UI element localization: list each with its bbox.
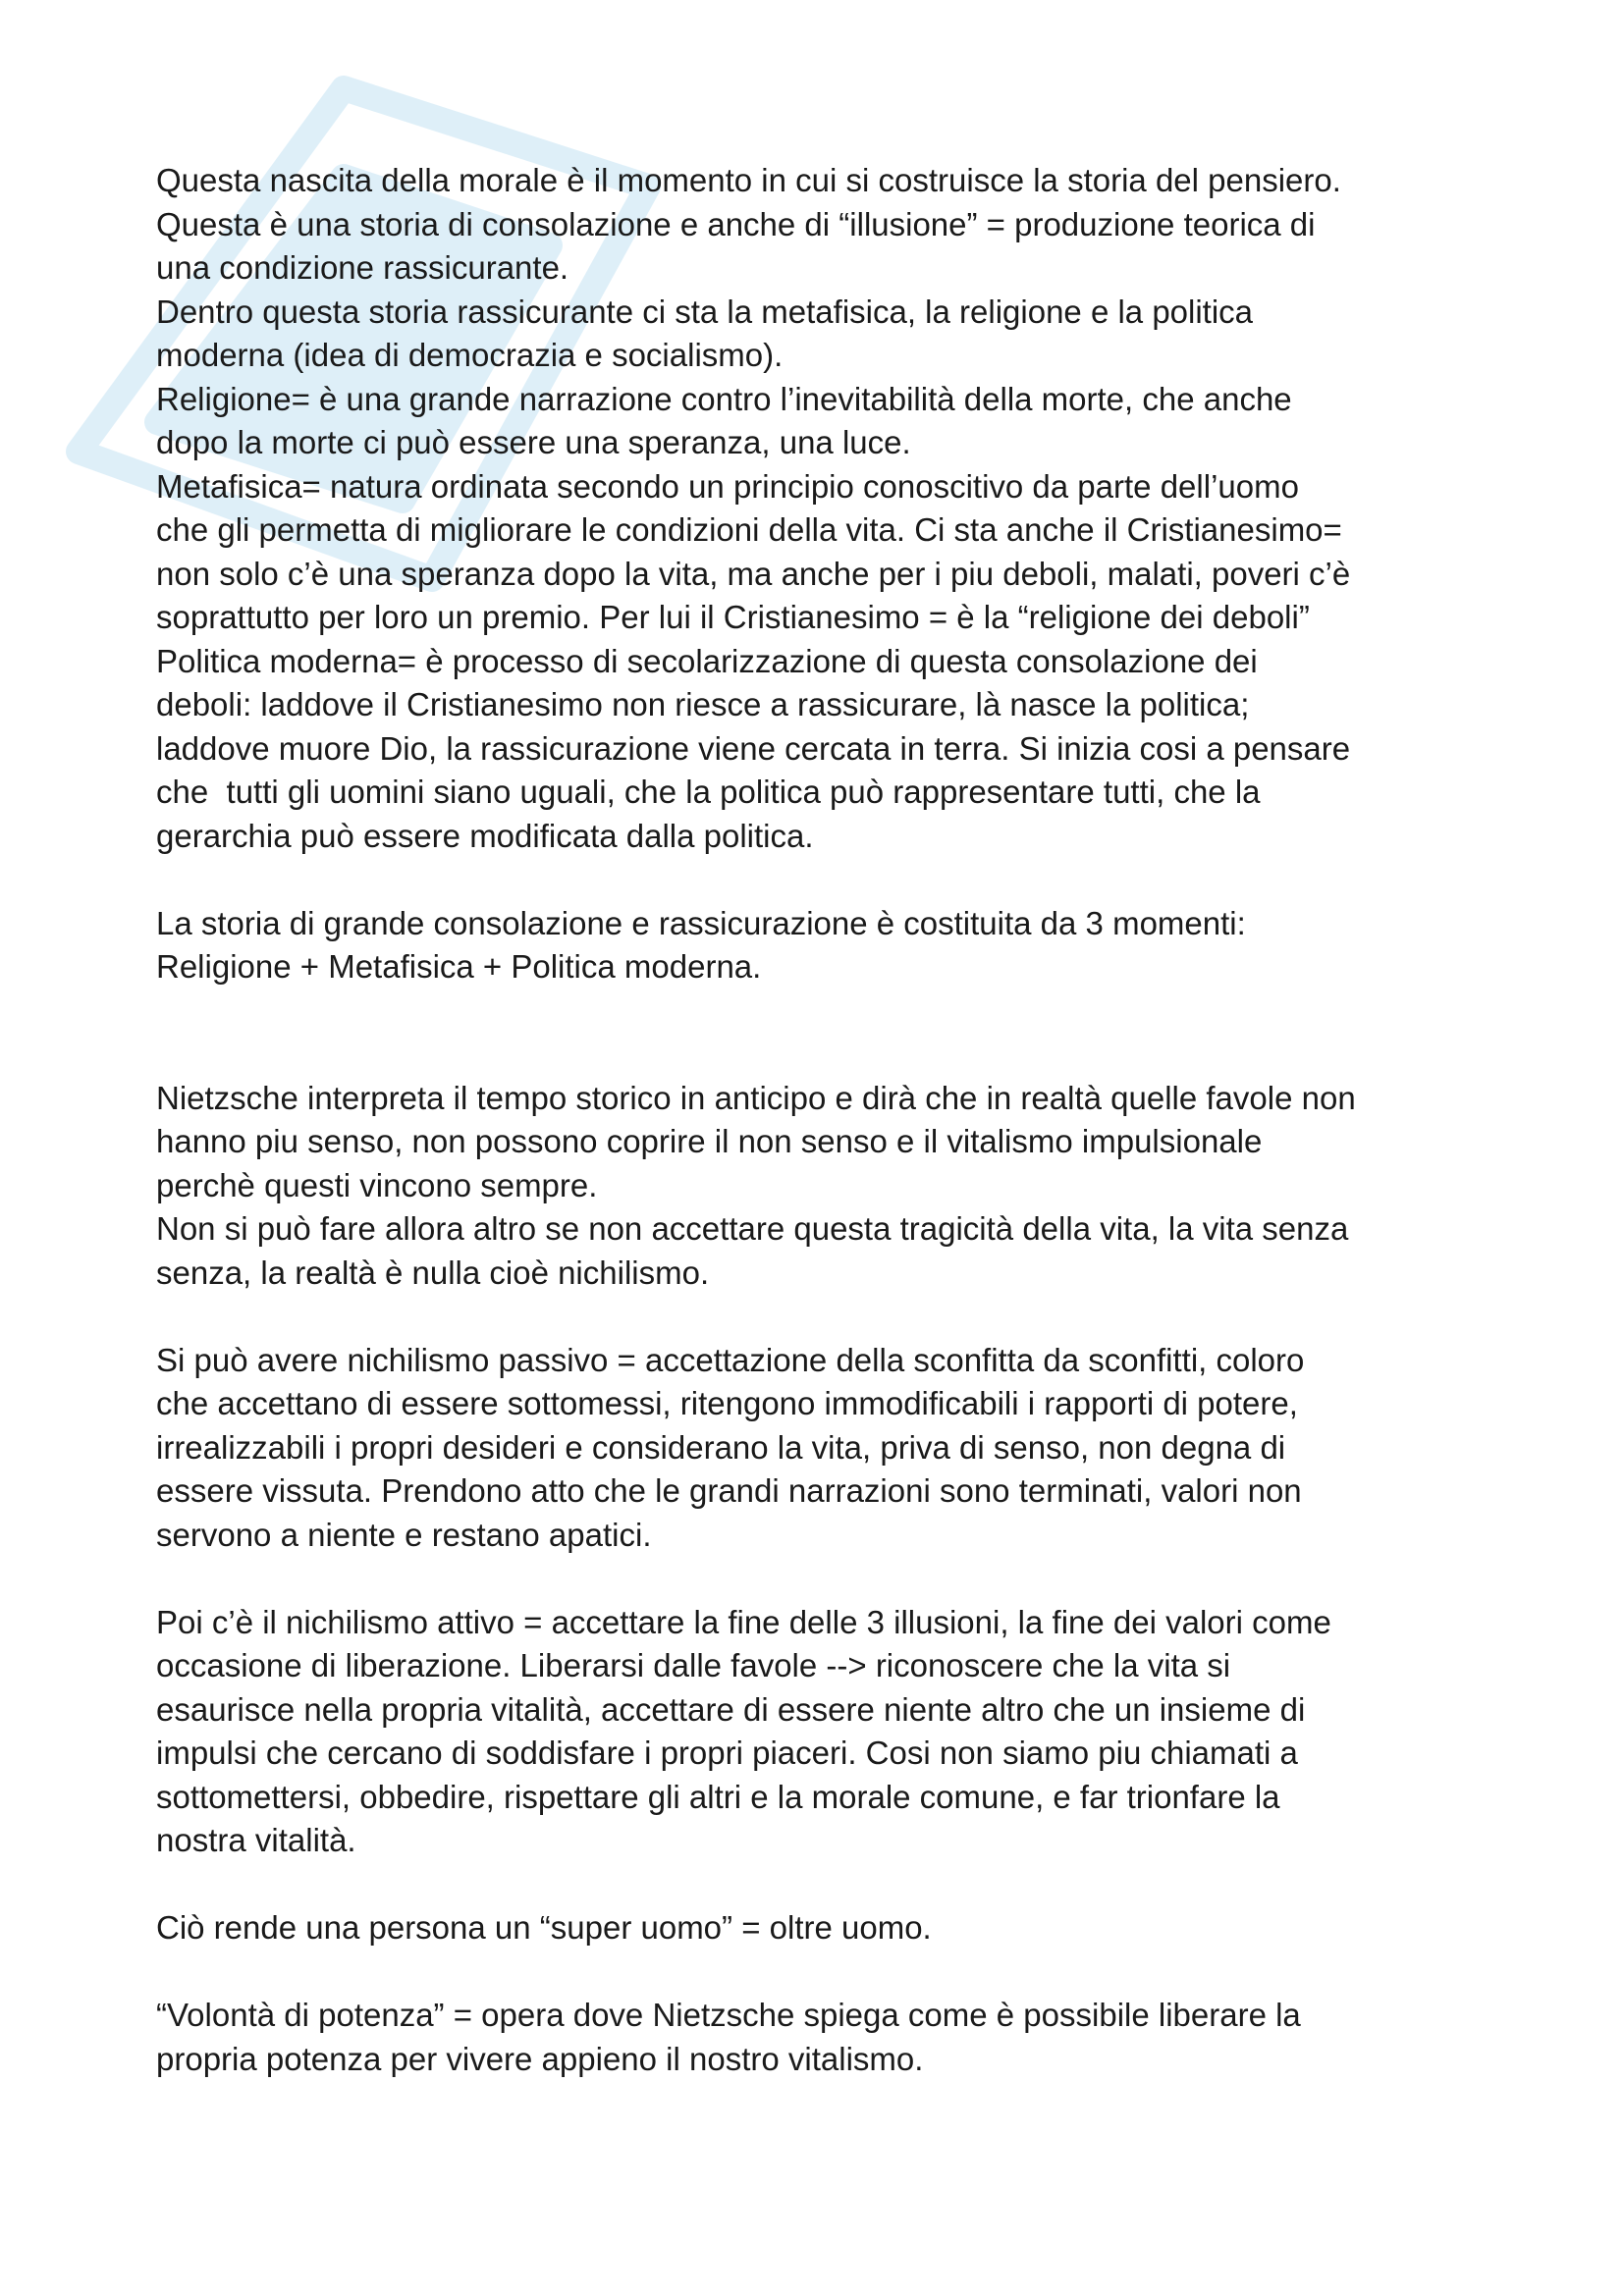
paragraph-spacer [156,1950,1491,1995]
text-line: Nietzsche interpreta il tempo storico in anticipo e dirà che in realtà quelle favole non [156,1079,1356,1116]
text-line: moderna (idea di democrazia e socialismo). [156,337,784,373]
paragraph-morale-storia [156,159,1491,858]
text-line: che accettano di essere sottomessi, ritengono immodificabili i rapporti di potere, [156,1385,1298,1421]
text-line: sottomettersi, obbedire, rispettare gli altri e la morale comune, e far trionfare la [156,1778,1280,1815]
document-body [156,159,1491,2081]
paragraph-tre-momenti [156,902,1491,989]
text-line: esaurisce nella propria vitalità, accettare di essere niente altro che un insieme di [156,1690,1306,1728]
paragraph-spacer [156,989,1491,1077]
text-line: occasione di liberazione. Liberarsi dalle favole --> riconoscere che la vita si [156,1647,1231,1683]
text-line: Dentro questa storia rassicurante ci sta la metafisica, la religione e la politica [156,293,1254,330]
text-line: Metafisica= natura ordinata secondo un principio conoscitivo da parte dell’uomo [156,467,1299,505]
text-line: deboli: laddove il Cristianesimo non riesce a rassicurare, là nasce la politica; [156,686,1250,722]
text-line: soprattutto per loro un premio. Per lui il Cristianesimo = è la “religione dei deboli” [156,599,1310,635]
text-line: essere vissuta. Prendono atto che le grandi narrazioni sono terminati, valori non [156,1472,1302,1509]
text-line: perchè questi vincono sempre. [156,1166,598,1203]
text-line: propria potenza per vivere appieno il nostro vitalismo. [156,2040,924,2077]
text-line: Poi c’è il nichilismo attivo = accettare la fine delle 3 illusioni, la fine dei valori come [156,1603,1331,1640]
text-line: Non si può fare allora altro se non accettare questa tragicità della vita, la vita senza [156,1210,1349,1247]
paragraph-spacer [156,1863,1491,1907]
paragraph-nichilismo-attivo [156,1601,1491,1863]
text-line: Religione= è una grande narrazione contro l’inevitabilità della morte, che anche [156,380,1292,417]
paragraph-spacer [156,1295,1491,1339]
text-line: “Volontà di potenza” = opera dove Nietzsche spiega come è possibile liberare la [156,1997,1301,2033]
paragraph-nietzsche-tempo [156,1077,1491,1296]
text-line: che gli permetta di migliorare le condizioni della vita. Ci sta anche il Cristianesimo= [156,511,1342,548]
text-line: che tutti gli uomini siano uguali, che la politica può rappresentare tutti, che la [156,774,1261,810]
paragraph-super-uomo [156,1906,1491,1950]
text-line: Ciò rende una persona un “super uomo” = oltre uomo. [156,1909,932,1946]
text-line: Questa è una storia di consolazione e anche di “illusione” = produzione teorica di [156,205,1316,242]
text-line: dopo la morte ci può essere una speranza, una luce. [156,424,911,460]
text-line: La storia di grande consolazione e rassicurazione è costituita da 3 momenti: [156,904,1246,941]
text-line: senza, la realtà è nulla cioè nichilismo. [156,1254,710,1291]
text-line: Si può avere nichilismo passivo = accettazione della sconfitta da sconfitti, coloro [156,1341,1305,1378]
text-line: laddove muore Dio, la rassicurazione viene cercata in terra. Si inizia cosi a pensare [156,729,1351,767]
text-line: Religione + Metafisica + Politica moderna. [156,948,762,985]
text-line: una condizione rassicurante. [156,249,569,286]
text-line: non solo c’è una speranza dopo la vita, ma anche per i piu deboli, malati, poveri c’è [156,555,1351,592]
text-line: gerarchia può essere modificata dalla politica. [156,817,814,854]
text-line: nostra vitalità. [156,1822,356,1858]
text-line: impulsi che cercano di soddisfare i propri piaceri. Cosi non siamo piu chiamati a [156,1735,1298,1771]
paragraph-spacer [156,858,1491,902]
text-line: hanno piu senso, non possono coprire il non senso e il vitalismo impulsionale [156,1123,1263,1159]
paragraph-nichilismo-passivo [156,1339,1491,1558]
paragraph-spacer [156,1557,1491,1601]
paragraph-volonta-potenza [156,1994,1491,2081]
text-line: Politica moderna= è processo di secolarizzazione di questa consolazione dei [156,642,1258,679]
text-line: servono a niente e restano apatici. [156,1516,652,1553]
text-line: Questa nascita della morale è il momento in cui si costruisce la storia del pensiero. [156,162,1341,198]
text-line: irrealizzabili i propri desideri e considerano la vita, priva di senso, non degna di [156,1428,1286,1466]
